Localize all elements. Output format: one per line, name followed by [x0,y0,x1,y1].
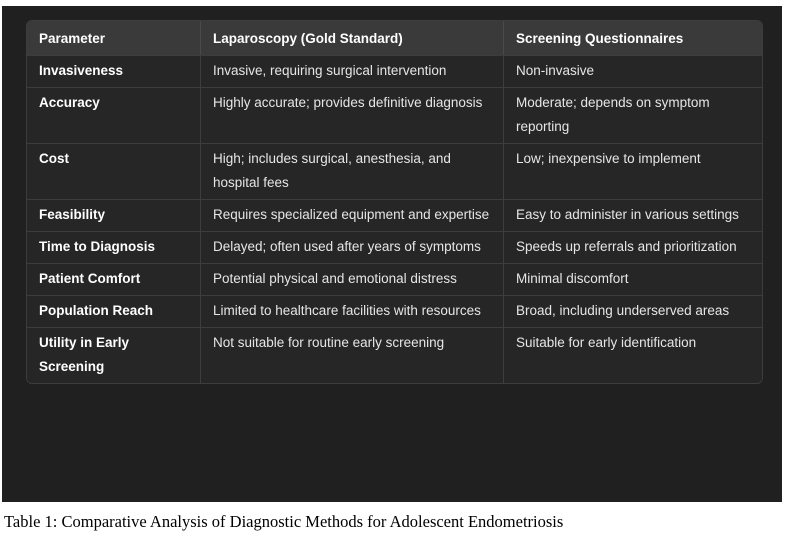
row-parameter: Population Reach [27,295,201,327]
table-row [27,199,762,231]
table-row [27,87,762,143]
comparison-table [26,20,763,384]
row-questionnaires: Broad, including underserved areas [504,295,762,327]
row-laparoscopy: Potential physical and emotional distress [201,263,504,295]
row-questionnaires: Easy to administer in various settings [504,199,762,231]
row-parameter: Time to Diagnosis [27,231,201,263]
table-row [27,55,762,87]
row-parameter: Cost [27,143,201,199]
row-laparoscopy: Highly accurate; provides definitive diagnosis [201,87,504,143]
row-parameter: Invasiveness [27,55,201,87]
header-laparoscopy: Laparoscopy (Gold Standard) [201,21,504,55]
table-row [27,231,762,263]
row-laparoscopy: Delayed; often used after years of symptoms [201,231,504,263]
table-row [27,143,762,199]
row-questionnaires: Non-invasive [504,55,762,87]
table-screenshot-frame [2,6,782,502]
header-parameter: Parameter [27,21,201,55]
row-laparoscopy: Invasive, requiring surgical intervention [201,55,504,87]
row-questionnaires: Low; inexpensive to implement [504,143,762,199]
row-laparoscopy: High; includes surgical, anesthesia, and hospital fees [201,143,504,199]
row-questionnaires: Moderate; depends on symptom reporting [504,87,762,143]
row-laparoscopy: Requires specialized equipment and expertise [201,199,504,231]
row-parameter: Feasibility [27,199,201,231]
row-parameter: Utility in Early Screening [27,327,201,383]
row-parameter: Patient Comfort [27,263,201,295]
table-header-row [27,21,762,55]
row-questionnaires: Speeds up referrals and prioritization [504,231,762,263]
table-row [27,295,762,327]
row-questionnaires: Minimal discomfort [504,263,762,295]
header-questionnaires: Screening Questionnaires [504,21,762,55]
row-questionnaires: Suitable for early identification [504,327,762,383]
row-laparoscopy: Not suitable for routine early screening [201,327,504,383]
table-row [27,327,762,383]
row-laparoscopy: Limited to healthcare facilities with resources [201,295,504,327]
row-parameter: Accuracy [27,87,201,143]
table-caption: Table 1: Comparative Analysis of Diagnostic Methods for Adolescent Endometriosis [4,512,564,531]
table-row [27,263,762,295]
